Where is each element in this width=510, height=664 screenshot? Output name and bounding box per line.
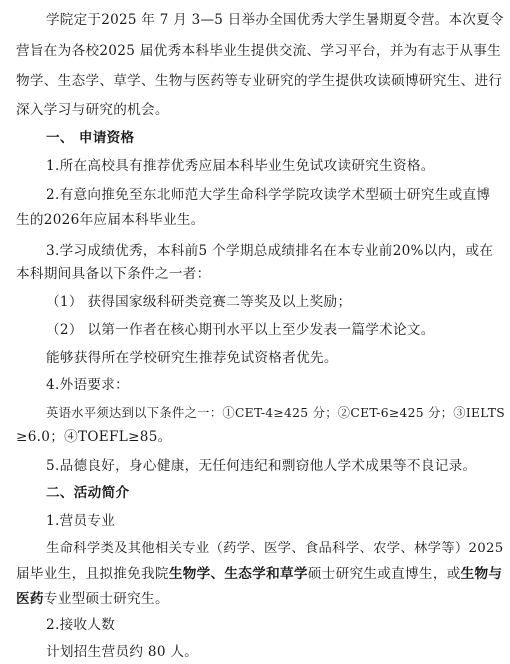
majors-line-2-bold-biomed: 生物与 [460, 566, 503, 582]
requirement-4: 4.外语要求： [46, 377, 130, 393]
requirement-5: 5.品德良好，身心健康，无任何违纪和剽窃他人学术成果等不良记录。 [46, 458, 477, 474]
majors-line-3 [16, 590, 169, 608]
camp-item-2: 2.接收人数 [46, 617, 116, 633]
requirement-3-line-1: 3.学习成绩优秀，本科前5 个学期总成绩排名在本专业前20%以内，或在 [46, 243, 494, 259]
requirement-2-line-2: 生的2026年应届本科毕业生。 [16, 212, 205, 228]
majors-line-2-mid: 硕士研究生或直博生，或 [307, 566, 461, 582]
intro-line-2: 营旨在为各校2025 届优秀本科毕业生提供交流、学习平台，并为有志于从事生 [16, 43, 502, 59]
english-requirement-line-1: 英语水平须达到以下条件之一：①CET-4≥425 分；②CET-6≥425 分；③IELTS [46, 406, 505, 420]
requirement-2-line-1: 2.有意向推免至东北师范大学生命科学学院攻读学术型硕士研究生或直博 [46, 187, 491, 203]
majors-line-1: 生命科学类及其他相关专业（药学、医学、食品科学、农学、林学等）2025 [46, 541, 504, 556]
section-heading-eligibility: 一、 申请资格 [46, 130, 135, 146]
requirement-3-line-2: 本科期间具备以下条件之一者： [16, 266, 211, 282]
majors-line-2-bold-disciplines: 生物学、生态学和草学 [168, 566, 308, 582]
condition-1: （1） 获得国家级科研类竞赛二等奖及以上奖励； [46, 294, 352, 310]
priority-note: 能够获得所在学校研究生推荐免试资格者优先。 [46, 350, 338, 366]
camp-item-1: 1.营员专业 [46, 513, 116, 529]
majors-line-3-post: 专业型硕士研究生。 [43, 591, 169, 607]
quota-text: 计划招生营员约 80 人。 [46, 644, 199, 660]
intro-line-3: 物学、生态学、草学、生物与医药等专业研究的学生提供攻读硕博研究生、进行 [16, 73, 503, 89]
condition-2: （2） 以第一作者在核心期刊水平以上至少发表一篇学术论文。 [46, 322, 435, 338]
intro-line-4: 深入学习与研究的机会。 [16, 102, 169, 118]
english-requirement-line-2: ≥6.0；④TOEFL≥85。 [16, 429, 172, 445]
majors-line-2-pre: 届毕业生，且拟推免我院 [16, 566, 169, 582]
majors-line-2 [16, 565, 502, 583]
intro-line-1: 学院定于2025 年 7 月 3—5 日举办全国优秀大学生暑期夏令营。本次夏令 [46, 12, 504, 28]
majors-line-3-bold: 医药 [16, 591, 44, 607]
requirement-1: 1.所在高校具有推荐优秀应届本科毕业生免试攻读研究生资格。 [46, 158, 435, 174]
section-heading-activities: 二、活动简介 [46, 485, 130, 501]
